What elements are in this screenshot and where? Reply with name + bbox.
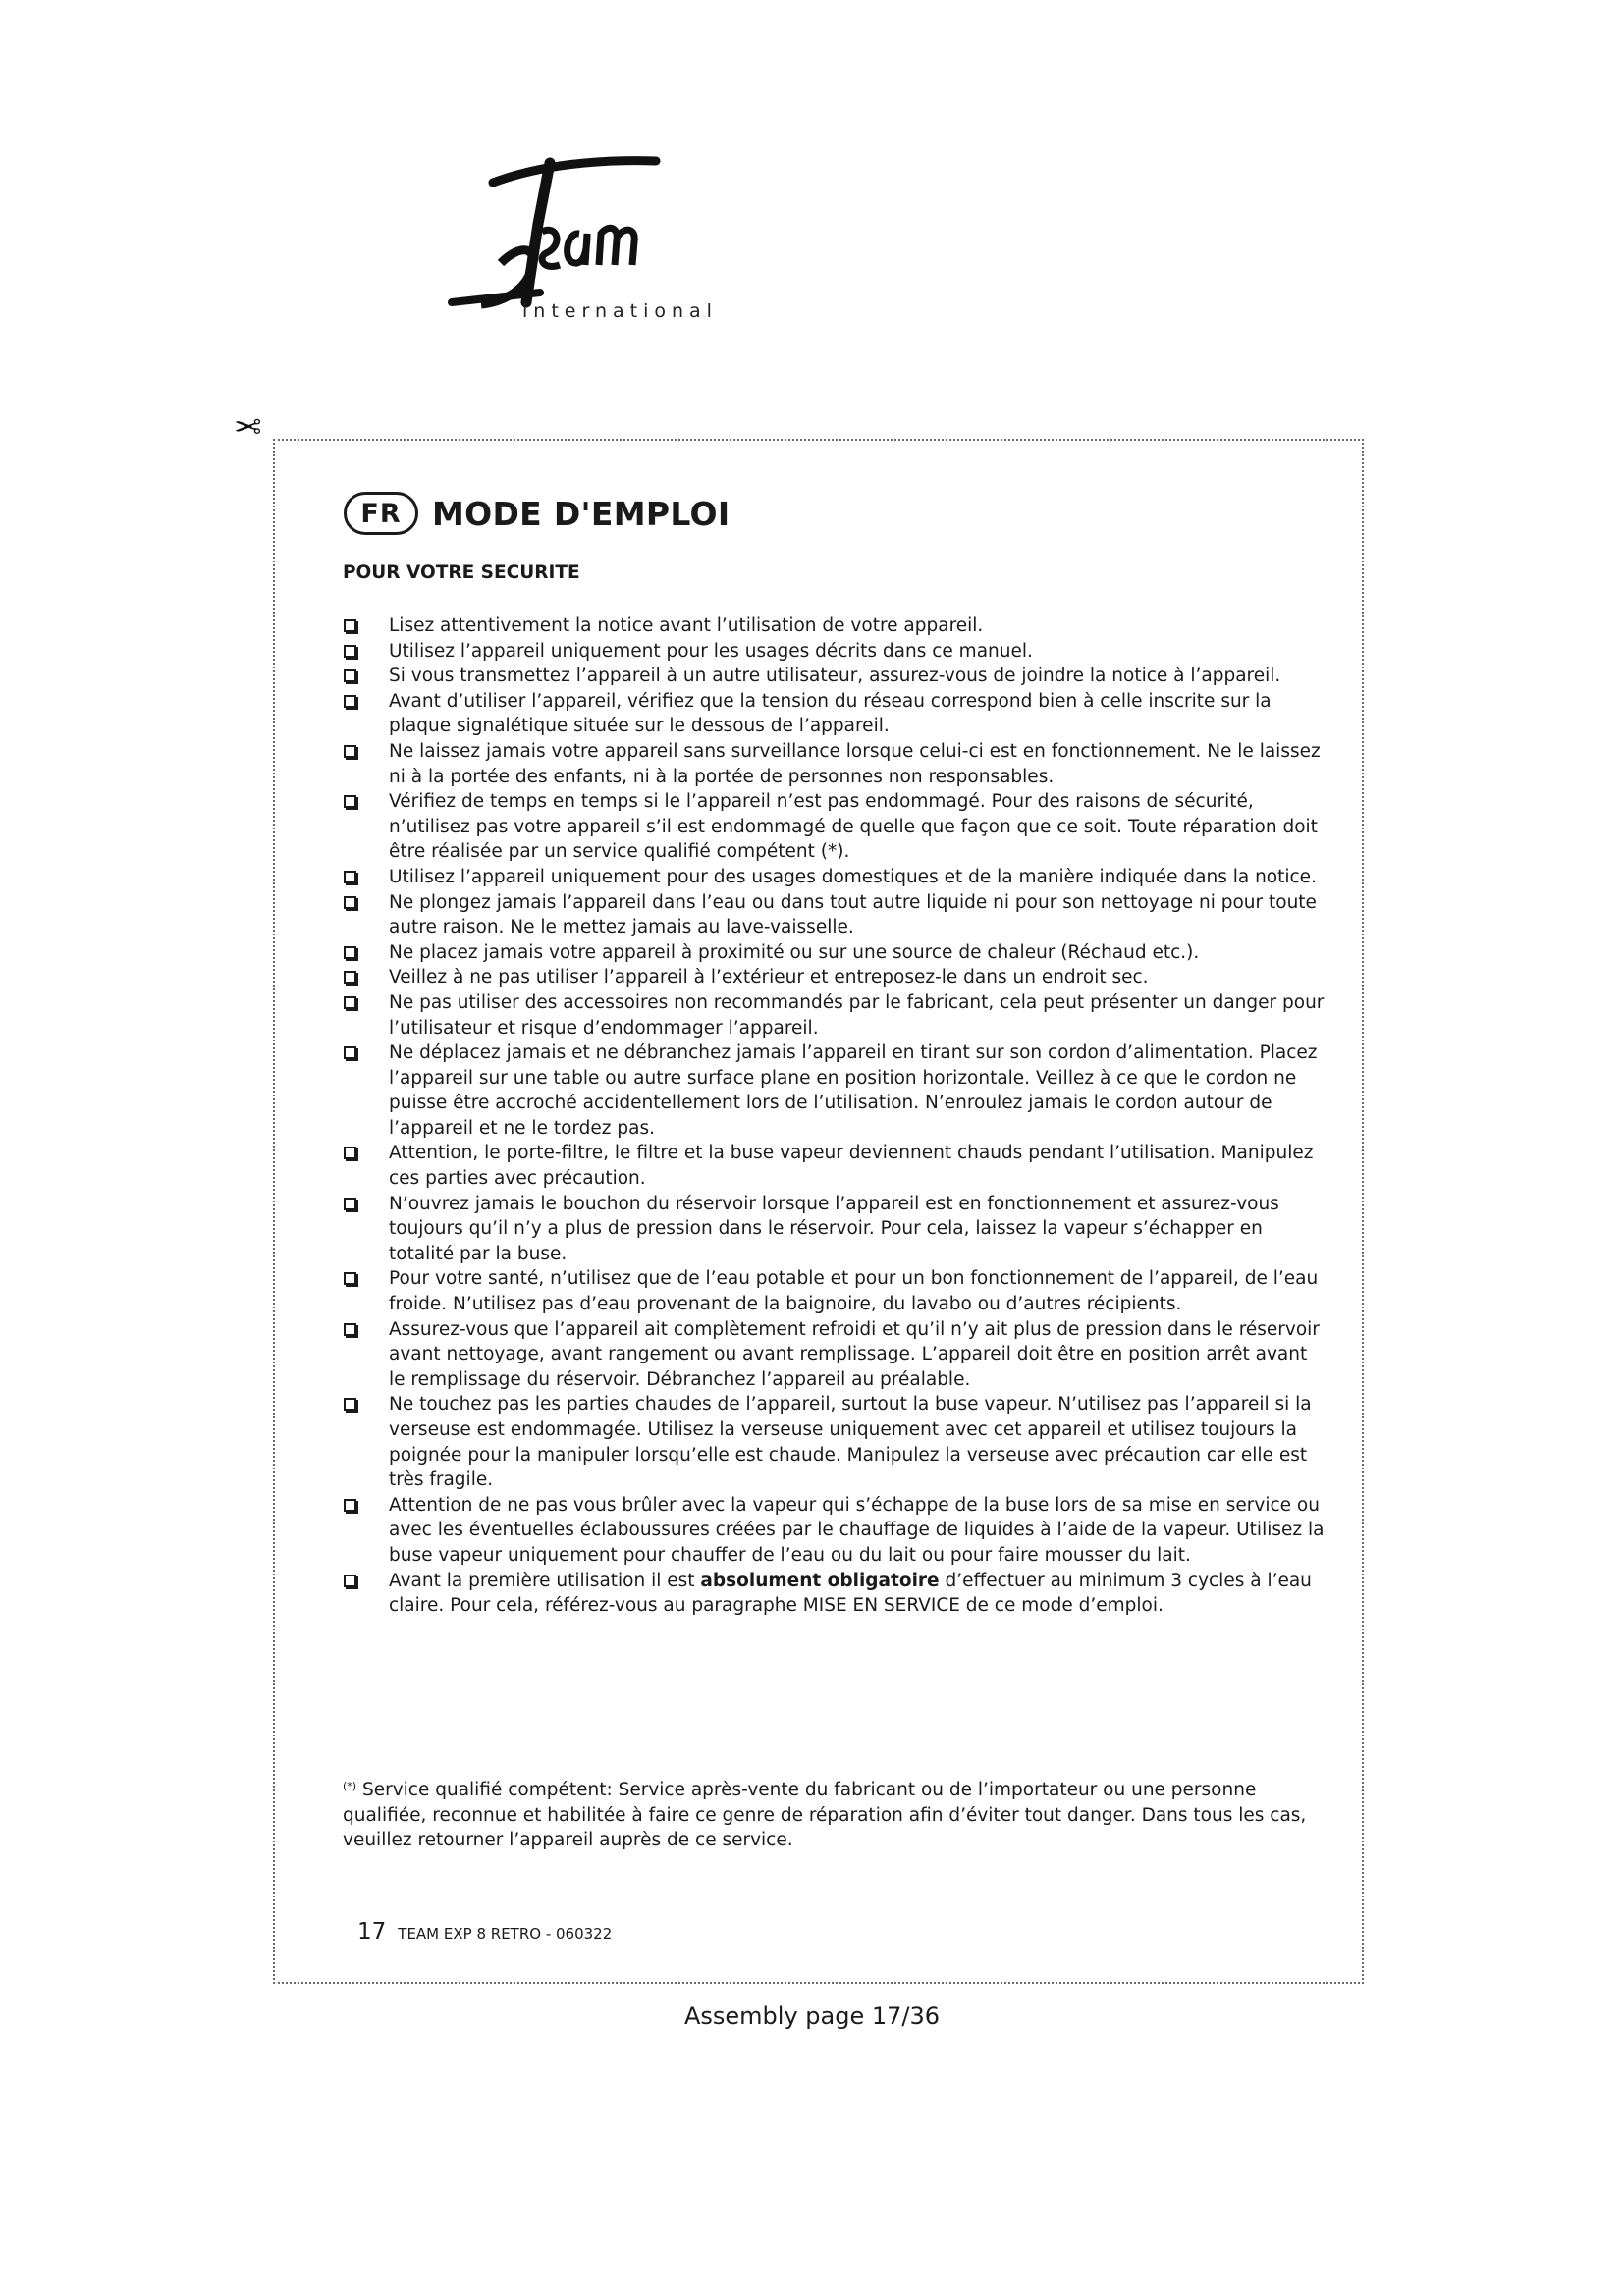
list-item-text: Utilisez l’appareil uniquement pour des usages domestiques et de la manière indiquée dans la notice. [389, 866, 1317, 887]
list-item [343, 1493, 1325, 1569]
instruction-card [273, 439, 1364, 1984]
checkbox-icon [344, 1046, 356, 1059]
footnote [343, 1778, 1325, 1853]
footnote-mark: (*) [343, 1780, 357, 1792]
list-item-text: Ne déplacez jamais et ne débranchez jamais l’appareil en tirant sur son cordon d’alimentation. Placez l’appareil sur une table ou autre surface plane en position horizontale. Veillez à ce que le cordon ne puisse être accroché accidentellement lors de l’utilisation. N’enroulez jamais le cordon autour de l’appareil et ne le tordez pas. [389, 1042, 1318, 1139]
list-item-text: Ne pas utiliser des accessoires non recommandés par le fabricant, cela peut présenter un danger pour l’utilisateur et risque d’endommager l’appareil. [389, 991, 1325, 1039]
checkbox-icon [344, 619, 356, 632]
list-item-emphasis: absolument obligatoire [700, 1570, 940, 1591]
card-footer [357, 1919, 612, 1945]
list-item [343, 890, 1325, 940]
checkbox-icon [344, 1147, 356, 1159]
list-item-text: N’ouvrez jamais le bouchon du réservoir lorsque l’appareil est en fonctionnement et assurez-vous toujours qu’il n’y a plus de pression dans le réservoir. Pour cela, laissez la vapeur s’échapper en totalité par la buse. [389, 1193, 1279, 1264]
list-item [343, 789, 1325, 865]
assembly-page-label: Assembly page 17/36 [683, 2002, 941, 2030]
checkbox-icon [344, 1499, 356, 1512]
language-badge: FR [344, 492, 418, 535]
list-item-text: Ne placez jamais votre appareil à proximité ou sur une source de chaleur (Réchaud etc.). [389, 941, 1200, 963]
list-item-text: Vérifiez de temps en temps si le l’appareil n’est pas endommagé. Pour des raisons de sécurité, n’utilisez pas votre appareil s’il est endommagé de quelle que façon que ce soit. Toute réparation doit être réalisée par un service qualifié compétent (*). [389, 791, 1318, 863]
list-item-text: Attention, le porte-filtre, le filtre et la buse vapeur deviennent chauds pendant l’utilisation. Manipulez ces parties avec précaution. [389, 1143, 1314, 1190]
list-item-text: Pour votre santé, n’utilisez que de l’eau potable et pour un bon fonctionnement de l’appareil, de l’eau froide. N’utilisez pas d’eau provenant de la baignoire, du lavabo ou d’autres récipients. [389, 1268, 1319, 1315]
checkbox-icon [344, 795, 356, 808]
list-item-text: Ne touchez pas les parties chaudes de l’appareil, surtout la buse vapeur. N’utilisez pas l’appareil si la verseuse est endommagée. Utilisez la verseuse uniquement avec cet appareil et utilisez toujours la poignée pour la manipuler lorsqu’elle est chaude. Manipulez la verseuse avec précaution car elle est très fragile. [389, 1394, 1312, 1491]
document-reference: TEAM EXP 8 RETRO - 060322 [398, 1925, 613, 1943]
checkbox-icon [344, 971, 356, 984]
card-header [344, 492, 730, 535]
checkbox-icon [344, 946, 356, 959]
checkbox-icon [344, 1198, 356, 1210]
list-item-text: Si vous transmettez l’appareil à un autre utilisateur, assurez-vous de joindre la notice à l’appareil. [389, 666, 1281, 687]
list-item [343, 639, 1325, 665]
list-item-text: Assurez-vous que l’appareil ait complètement refroidi et qu’il n’y ait plus de pression dans le réservoir avant nettoyage, avant rangement ou avant remplissage. L’appareil doit être en position arrêt avant le remplissage du réservoir. Débranchez l’appareil au préalable. [389, 1318, 1320, 1390]
list-item [343, 940, 1325, 966]
checkbox-icon [344, 1575, 356, 1587]
list-item [343, 664, 1325, 689]
list-item-text: Ne laissez jamais votre appareil sans surveillance lorsque celui-ci est en fonctionnement. Ne le laissez ni à la portée des enfants, ni à la portée de personnes non responsables. [389, 740, 1321, 787]
list-item [343, 1041, 1325, 1141]
list-item-text: Veillez à ne pas utiliser l’appareil à l’extérieur et entreposez-le dans un endroit sec. [389, 967, 1149, 988]
page-number: 17 [357, 1919, 387, 1945]
list-item-text: Ne plongez jamais l’appareil dans l’eau ou dans tout autre liquide ni pour son nettoyage ni pour toute autre raison. Ne le mettez jamais au lave-vaisselle. [389, 891, 1317, 938]
list-item [343, 1141, 1325, 1191]
list-item [343, 614, 1325, 639]
section-title: POUR VOTRE SECURITE [343, 562, 580, 583]
team-logo-icon [432, 155, 668, 322]
list-item [343, 1192, 1325, 1267]
list-item [343, 739, 1325, 789]
list-item-text-after: d’effectuer au minimum 3 cycles à l’eau claire. Pour cela, référez-vous au paragraphe MISE EN SERVICE de ce mode d’emploi. [389, 1570, 1312, 1617]
list-item-text: Avant d’utiliser l’appareil, vérifiez que la tension du réseau correspond bien à celle inscrite sur la plaque signalétique située sur le dessous de l’appareil. [389, 690, 1272, 737]
list-item [343, 1266, 1325, 1316]
page-title: MODE D'EMPLOI [432, 494, 731, 533]
list-item [343, 965, 1325, 990]
checkbox-icon [344, 745, 356, 758]
safety-list [343, 614, 1325, 1619]
list-item-text: Attention de ne pas vous brûler avec la vapeur qui s’échappe de la buse lors de sa mise en service ou avec les éventuelles éclaboussures créées par le chauffage de liquides à l’aide de la vapeur. Utilisez la buse vapeur uniquement pour chauffer de l’eau ou du lait ou pour faire mousser du lait. [389, 1494, 1325, 1566]
list-item [343, 990, 1325, 1041]
checkbox-icon [344, 669, 356, 682]
checkbox-icon [344, 896, 356, 909]
footnote-text: Service qualifié compétent: Service après-vente du fabricant ou de l’importateur ou une personne qualifiée, reconnue et habilitée à faire ce genre de réparation afin d’éviter tout danger. Dans tous les cas, veuillez retourner l’appareil auprès de ce service. [343, 1780, 1307, 1851]
list-item-text: Utilisez l’appareil uniquement pour les usages décrits dans ce manuel. [389, 640, 1033, 662]
list-item [343, 689, 1325, 739]
checkbox-icon [344, 996, 356, 1009]
team-logo [432, 155, 718, 342]
checkbox-icon [344, 1398, 356, 1411]
list-item-text-before: Avant la première utilisation il est [389, 1570, 701, 1591]
scissors-icon: ✂ [234, 405, 262, 445]
checkbox-icon [344, 1272, 356, 1285]
checkbox-icon [344, 1323, 356, 1336]
list-item [343, 1392, 1325, 1492]
list-item [343, 1317, 1325, 1393]
checkbox-icon [344, 695, 356, 708]
checkbox-icon [344, 871, 356, 883]
list-item [343, 1569, 1325, 1619]
list-item [343, 865, 1325, 890]
logo-subtext: international [522, 300, 718, 322]
checkbox-icon [344, 645, 356, 658]
list-item-text: Lisez attentivement la notice avant l’utilisation de votre appareil. [389, 615, 984, 636]
